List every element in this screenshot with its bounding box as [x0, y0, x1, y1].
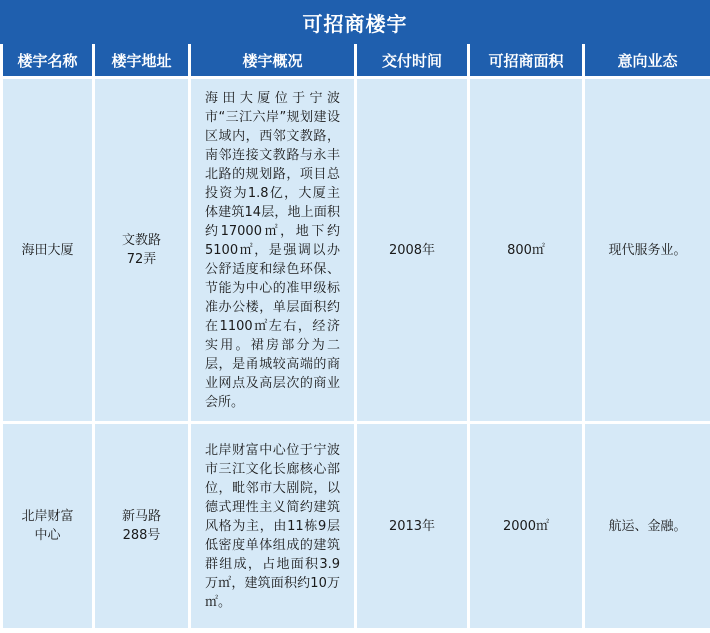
cell-available-area: 800㎡	[469, 78, 584, 423]
overview-text: 海田大厦位于宁波市“三江六岸”规划建设区域内，西邻文教路，南邻连接文教路与永丰北路的规划路，项目总投资为1.8亿，大厦主体建筑14层，地上面积约17000㎡，地下约5100㎡，是强调以办公舒适度和绿色环保、节能为中心的准甲级标准办公楼，单层面积约在1100㎡左右，经济实用。裙房部分为二层，是甬城较高端的商业网点及高层次的商业会所。	[205, 90, 340, 410]
header-building-address: 楼宇地址	[94, 44, 190, 78]
buildings-table	[0, 44, 710, 631]
cell-intended-business: 航运、金融。	[584, 423, 710, 630]
address-text: 新马路 288号	[121, 509, 161, 543]
table-row	[2, 78, 710, 423]
header-available-area: 可招商面积	[469, 44, 584, 78]
cell-building-address	[94, 423, 190, 630]
name-text: 北岸财富 中心	[21, 509, 74, 543]
cell-building-name: 海田大厦	[2, 78, 94, 423]
header-intended-business: 意向业态	[584, 44, 710, 78]
cell-intended-business: 现代服务业。	[584, 78, 710, 423]
overview-text: 北岸财富中心位于宁波市三江文化长廊核心部位，毗邻市大剧院，以德式理性主义简约建筑风格为主，由11栋9层低密度单体组成的建筑群组成，占地面积3.9万㎡，建筑面积约10万㎡。	[205, 442, 340, 610]
cell-delivery-time: 2013年	[356, 423, 469, 630]
header-building-name: 楼宇名称	[2, 44, 94, 78]
table-row	[2, 423, 710, 630]
header-building-overview: 楼宇概况	[190, 44, 356, 78]
cell-available-area: 2000㎡	[469, 423, 584, 630]
cell-building-overview	[190, 78, 356, 423]
cell-building-name	[2, 423, 94, 630]
address-text: 文教路 72弄	[121, 233, 161, 267]
cell-delivery-time: 2008年	[356, 78, 469, 423]
cell-building-overview	[190, 423, 356, 630]
header-row	[2, 44, 710, 78]
table-title: 可招商楼宇	[0, 0, 710, 44]
cell-building-address	[94, 78, 190, 423]
header-delivery-time: 交付时间	[356, 44, 469, 78]
